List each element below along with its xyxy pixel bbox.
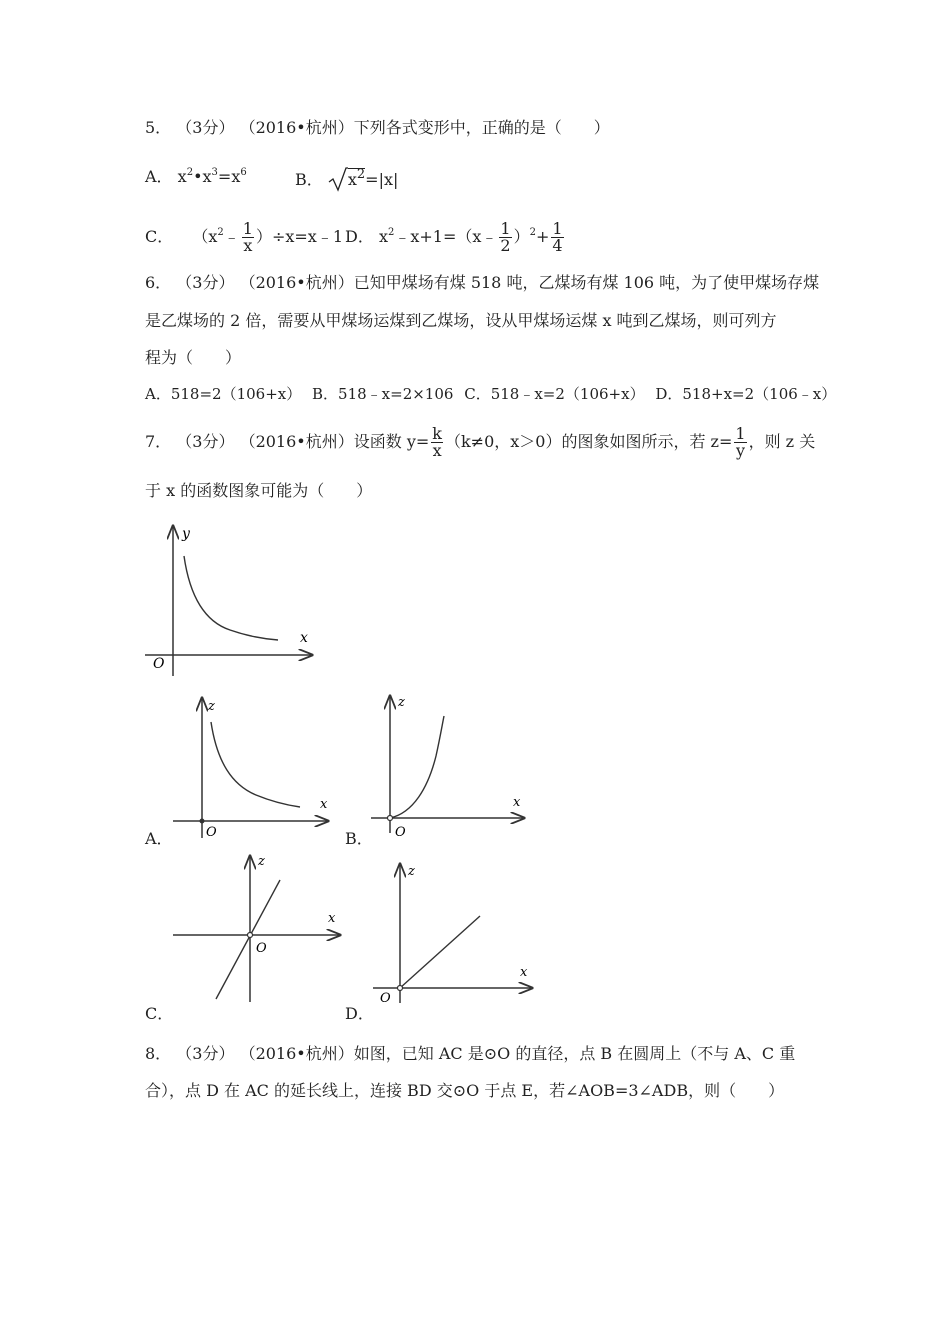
q5-d-plus: + — [535, 227, 550, 246]
q5-c-exp: 2 — [217, 227, 224, 238]
q7-frac2-den: y — [735, 441, 746, 460]
q6-options — [145, 383, 836, 405]
q5-option-b[interactable] — [295, 166, 398, 193]
axis-y-label: y — [182, 526, 190, 542]
q7-frac1-den: x — [432, 441, 442, 460]
origin-label: O — [206, 825, 217, 840]
q6-stem-1: 已知甲煤场有煤 518 吨，乙煤场有煤 106 吨，为了使甲煤场存煤 — [353, 273, 820, 292]
q8-number: 8． — [145, 1044, 172, 1063]
q5-b-radicand: x — [347, 170, 357, 189]
q7-option-d-label[interactable]: D． — [345, 1004, 374, 1023]
q5-d-lhs: x — [378, 227, 388, 246]
q6-number: 6． — [145, 273, 172, 292]
q5-a-dot: •x — [193, 167, 212, 186]
axis-x-label: x — [320, 797, 328, 812]
q7-option-d-graph[interactable] — [370, 858, 538, 1006]
q7-option-c-label[interactable]: C． — [145, 1004, 174, 1023]
axis-x-label: x — [520, 965, 528, 980]
q6-points: （3分） — [176, 273, 235, 292]
q7-option-b-graph[interactable] — [368, 688, 530, 840]
q6-source: （2016•杭州） — [239, 273, 354, 292]
q7-option-a-label[interactable]: A． — [145, 829, 173, 848]
q5-option-a[interactable] — [145, 166, 247, 191]
q5-c-minus: ﹣ — [223, 227, 240, 246]
q5-b-exp: 2 — [356, 167, 366, 182]
q5-option-d[interactable] — [345, 218, 566, 259]
q7-fraction-k-over-x — [431, 426, 443, 459]
q5-source: （2016•杭州） — [239, 118, 354, 137]
q7-pre: 设函数 y= — [353, 432, 430, 451]
q7-stem-line-1 — [145, 422, 815, 462]
axis-z-label: z — [258, 854, 265, 869]
q7-points: （3分） — [176, 432, 235, 451]
q8-source: （2016•杭州） — [239, 1044, 354, 1063]
q8-stem-line-1 — [145, 1043, 795, 1065]
axis-x-label: x — [300, 630, 308, 646]
axis-z-label: z — [208, 699, 215, 714]
q6-stem-line-3: 程为（ ） — [145, 348, 242, 367]
q7-cond: （k≠0，x＞0）的图象如图所示，若 z= — [444, 432, 733, 451]
origin-label: O — [395, 825, 406, 840]
q5-d-fraction-1 — [499, 221, 511, 254]
q8-stem-1: 如图，已知 AC 是⊙O 的直径，点 B 在圆周上（不与 A、C 重 — [353, 1044, 796, 1063]
origin-dot — [200, 819, 205, 824]
q7-source: （2016•杭州） — [239, 432, 354, 451]
axis-z-label: z — [408, 864, 415, 879]
q5-b-rhs: =|x| — [365, 170, 399, 189]
q5-d-frac2-num: 1 — [552, 219, 563, 238]
q7-option-a-graph[interactable] — [170, 690, 340, 840]
q5-a-exp2: 3 — [211, 167, 218, 178]
q5-d-label: D． — [345, 227, 374, 246]
axis-z-label: z — [398, 695, 405, 710]
q5-a-exp3: 6 — [240, 167, 247, 178]
q5-c-label: C． — [145, 227, 174, 246]
q5-c-fraction — [242, 221, 254, 254]
q5-stem: 下列各式变形中，正确的是（ ） — [353, 118, 610, 137]
q7-frac1-num: k — [432, 424, 442, 443]
q5-d-close: ） — [513, 227, 530, 246]
q5-number: 5． — [145, 118, 172, 137]
q7-stem-line-2: 于 x 的函数图象可能为（ ） — [145, 481, 373, 500]
origin-open-dot — [248, 933, 253, 938]
q5-a-label: A． — [145, 167, 173, 186]
q7-option-b-label[interactable]: B． — [345, 829, 373, 848]
q6-option-d[interactable]: D．518+x=2（106﹣x） — [655, 385, 837, 403]
q5-d-frac2-den: 4 — [552, 236, 563, 255]
curve-a — [211, 722, 300, 807]
q5-b-label: B． — [295, 170, 323, 189]
q5-option-c[interactable] — [145, 218, 343, 259]
q7-fraction-1-over-y — [734, 426, 746, 459]
q5-points: （3分） — [176, 118, 235, 137]
q5-c-frac-den: x — [243, 236, 253, 255]
radical-sign-icon — [328, 166, 348, 192]
origin-label: O — [256, 941, 267, 956]
q5-d-mid: ﹣x+1=（x﹣ — [394, 227, 498, 246]
line-c — [216, 880, 280, 999]
q6-stem-line-2: 是乙煤场的 2 倍，需要从甲煤场运煤到乙煤场，设从甲煤场运煤 x 吨到乙煤场，则可列方 — [145, 311, 777, 330]
q7-post: ，则 z 关 — [748, 432, 816, 451]
q6-stem-line-1 — [145, 272, 819, 294]
q5-c-open: （x — [192, 227, 218, 246]
q5-c-rest: ）÷x=x﹣1 — [255, 227, 343, 246]
q6-option-b[interactable]: B．518﹣x=2×106 — [312, 385, 454, 403]
origin-label: O — [380, 991, 391, 1006]
curve-b — [390, 716, 444, 818]
q7-number: 7． — [145, 432, 172, 451]
q7-option-c-graph[interactable] — [170, 852, 346, 1004]
origin-open-dot — [388, 816, 393, 821]
q6-option-a[interactable]: A．518=2（106+x） — [145, 385, 302, 403]
q6-option-c[interactable]: C．518﹣x=2（106+x） — [464, 385, 645, 403]
q5-d-frac1-num: 1 — [500, 219, 511, 238]
origin-open-dot — [398, 986, 403, 991]
q5-b-radicand-box — [348, 168, 365, 189]
q7-reference-graph — [140, 518, 330, 678]
q5-a-exp1: 2 — [186, 167, 194, 178]
q5-d-frac1-den: 2 — [500, 236, 511, 255]
q8-points: （3分） — [176, 1044, 235, 1063]
q5-c-frac-num: 1 — [242, 219, 253, 238]
q5-a-eq: =x — [217, 167, 241, 186]
axis-x-label: x — [328, 911, 336, 926]
origin-label: O — [153, 656, 165, 672]
q5-a-base: x — [177, 167, 187, 186]
line-d — [400, 916, 480, 988]
q8-stem-line-2: 合），点 D 在 AC 的延长线上，连接 BD 交⊙O 于点 E，若∠AOB=3∠ADB，则（ ） — [145, 1081, 785, 1100]
q5-d-exp: 2 — [387, 227, 395, 238]
hyperbola-curve — [184, 556, 278, 640]
q5-d-exp2: 2 — [529, 227, 536, 238]
q5-stem-line — [145, 117, 610, 139]
axis-x-label: x — [513, 795, 521, 810]
q7-frac2-num: 1 — [735, 424, 746, 443]
q5-d-fraction-2 — [551, 221, 563, 254]
